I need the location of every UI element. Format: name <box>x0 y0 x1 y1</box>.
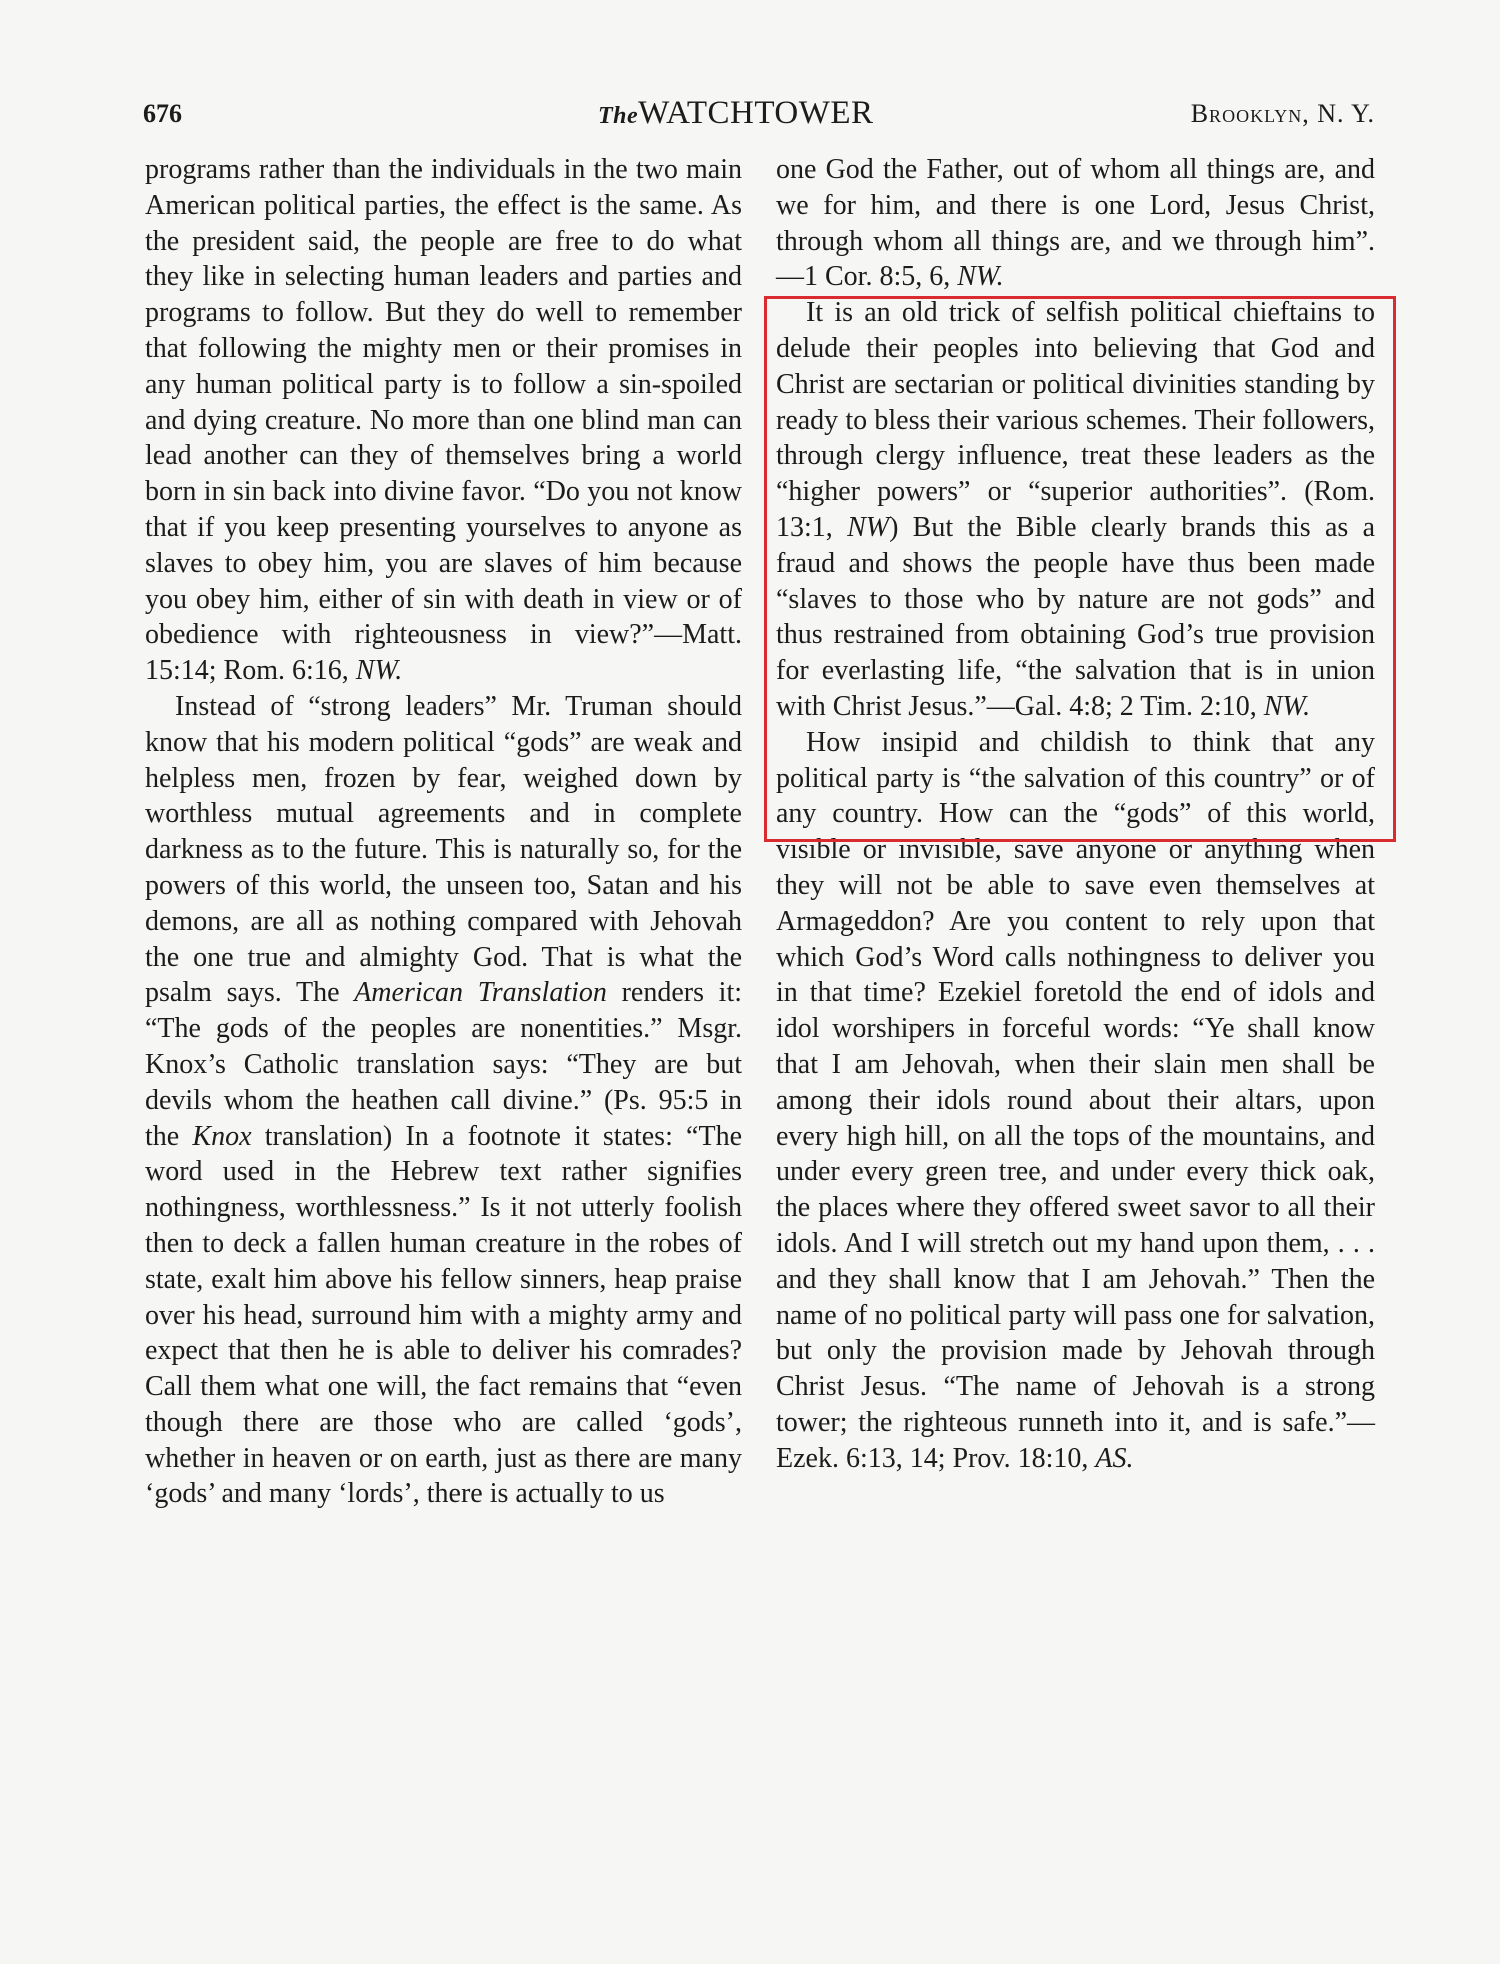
right-p1-ref: NW. <box>957 261 1004 293</box>
masthead-prefix: The <box>598 103 639 129</box>
masthead-title: WATCHTOWER <box>638 95 874 131</box>
left-p2-knox: Knox <box>192 1120 252 1152</box>
left-paragraph-2 <box>145 689 742 1512</box>
left-p2-text-b: renders it: “The gods of the peoples are nonentities.” Msgr. Knox’s Catholic translation says: “They are but devils whom the heathen call divine.” (Ps. 95:5 in the <box>145 977 742 1152</box>
left-p2-text-c: translation) In a footnote it states: “The word used in the Hebrew text rather signifies nothingness, worthlessness.” Is it not utterly foolish then to deck a fallen human creature in the robes of state, exalt him above his fellow sinners, heap praise over his head, surround him with a mighty army and expect that then he is able to deliver his comrades? Call them what one will, the fact remains that “even though there are those who are called ‘gods’, whether in heaven or on earth, just as there are many ‘gods’ and many ‘lords’, there is actually to us <box>145 1120 743 1510</box>
right-paragraph-2 <box>776 295 1375 725</box>
right-column <box>776 152 1375 1476</box>
right-paragraph-1 <box>776 152 1375 295</box>
right-paragraph-3 <box>776 725 1375 1477</box>
place-line: Brooklyn, N. Y. <box>1190 99 1375 128</box>
right-p2-text-a: It is an old trick of selfish political chieftains to delude their peoples into believing that God and Christ are sectarian or political divinities standing by ready to bless their various schemes. Their followers, through clergy influence, treat these leaders as the “higher powers” or “superior authorities”. (Rom. 13:1, <box>776 297 1375 543</box>
page-number: 676 <box>143 99 182 128</box>
right-p3-text: How insipid and childish to think that any political party is “the salvation of this country” or of any country. How can the “gods” of this world, visible or invisible, save anyone or anything when they will not be able to save even themselves at Armageddon? Are you content to rely upon that which God’s Word calls nothingness to deliver you in that time? Ezekiel foretold the end of idols and idol worshipers in forceful words: “Ye shall know that I am Jehovah, when their slain men shall be among their idols round about their altars, upon every high hill, on all the tops of the mountains, and under every green tree, and under every thick oak, the places where they offered sweet savor to all their idols. And I will stretch out my hand upon them, . . . and they shall know that I am Jehovah.” Then the name of no political party will pass one for salvation, but only the provision made by Jehovah through Christ Jesus. “The name of Jehovah is a strong tower; the righteous runneth into it, and is safe.”—Ezek. 6:13, 14; Prov. 18:10, <box>776 726 1375 1474</box>
masthead <box>598 95 874 132</box>
left-p2-text-a: Instead of “strong leaders” Mr. Truman should know that his modern political “gods” are weak and helpless men, frozen by fear, weighed down by worthless mutual agreements and in complete darkness as to the future. This is naturally so, for the powers of this world, the unseen too, Satan and his demons, are all as nothing compared with Jehovah the one true and almighty God. That is what the psalm says. The <box>145 690 742 1009</box>
right-p2-nw1: NW <box>847 511 890 543</box>
left-p1-text: programs rather than the individuals in the two main American political parties, the effect is the same. As the president said, the people are free to do what they like in selecting human leaders and parties and programs to follow. But they do well to remember that following the mighty men or their promises in any human political party is to follow a sin-spoiled and dying creature. No more than one blind man can lead another can they of themselves bring a world born in sin back into divine favor. “Do you not know that if you keep presenting yourselves to anyone as slaves to obey him, you are slaves of him because you obey him, either of sin with death in view or of obedience with righteousness in view?”—Matt. 15:14; Rom. 6:16, <box>145 154 742 687</box>
left-column <box>145 152 742 1512</box>
right-p1-text: one God the Father, out of whom all things are, and we for him, and there is one Lord, Jesus Christ, through whom all things are, and we through him”.—1 Cor. 8:5, 6, <box>776 154 1375 293</box>
left-paragraph-1 <box>145 152 742 689</box>
right-p3-ref: AS. <box>1095 1442 1134 1474</box>
right-p2-nw2: NW. <box>1263 690 1311 722</box>
page-header <box>140 95 1375 135</box>
left-p1-ref: NW. <box>355 655 403 687</box>
right-p2-text-b: ) But the Bible clearly brands this as a fraud and shows the people have thus been made “slaves to those who by nature are not gods” and thus restrained from obtaining God’s true provision for everlasting life, “the salvation that is in union with Christ Jesus.”—Gal. 4:8; 2 Tim. 2:10, <box>776 511 1376 722</box>
left-p2-book: American Translation <box>354 977 607 1009</box>
